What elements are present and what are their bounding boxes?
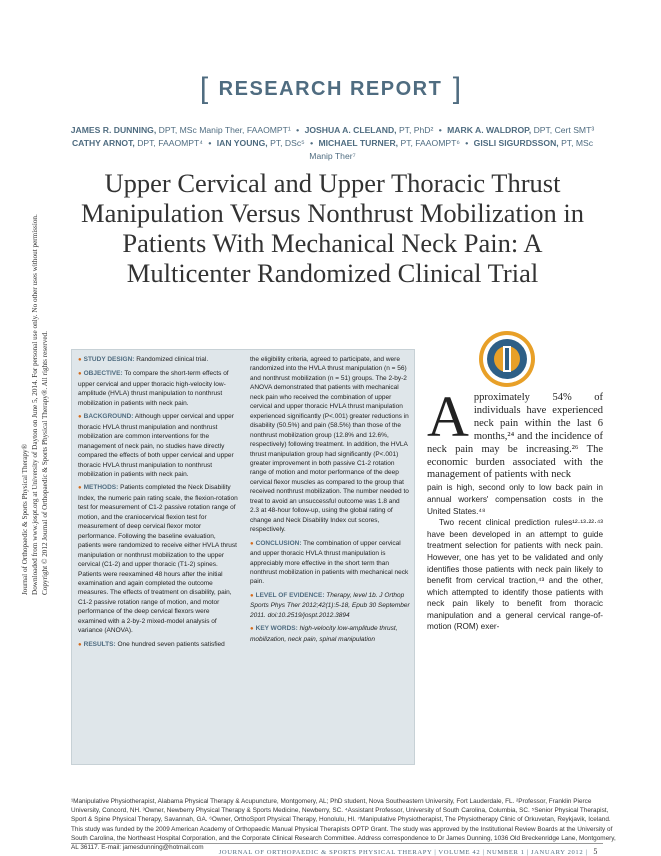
- author-credentials: PT, DSc⁵: [270, 138, 305, 148]
- section-heading: OBJECTIVE:: [83, 370, 123, 378]
- author-credentials: PT, PhD²: [398, 125, 434, 135]
- section-text: One hundred seven patients satisfied: [115, 640, 225, 648]
- affiliation-footnotes: ¹Manipulative Physiotherapist, Alabama Physical Therapy & Acupuncture, Montgomery, AL; PhD student, Nova Southeastern University, Fort Lauderdale, FL. ²Professor, Franklin Pierce University, Concord, NH. ³Owner, Newberry Physical Therapy & Sports Medicine, Newberry, SC. ⁴Assistant Professor, University of South Carolina, Columbia, SC. ⁵Senior Physical Therapist, Sport & Spine Physical Therapy, Savannah, GA. ⁶Owner, OrthoSport Physical Therapy, Honolulu, HI. ⁷Manipulative Physiotherapist, The Physiotherapy Clinic of Orkuvetan, Reykjavik, Iceland. This study was funded by the 2009 American Academy of Orthopaedic Manual Physical Therapists OPTP Grant. The study was approved by the Institutional Review Boards at the University of South Carolina, the Northeast Hospital Corporation, and the Corporate Clinical Research Committee. Address correspondence to Dr James Dunning, 1036 Old Breckenridge Lane, Montgomery, AL 36117. E-mail: jamesdunning@hotmail.com: [71, 798, 616, 852]
- separator-dot-icon: •: [438, 125, 442, 135]
- section-text: To compare the short-term effects of upper cervical and upper thoracic high-velocity low-amplitude (HVLA) thrust manipulation to nonthrust mobilization in patients with neck pain.: [78, 370, 229, 407]
- bullet-icon: ●: [250, 540, 254, 547]
- bracket-left-icon: [: [199, 72, 209, 105]
- author-credentials: DPT, MSc Manip Ther, FAAOMPT¹: [158, 125, 291, 135]
- bracket-right-icon: ]: [452, 72, 462, 105]
- section-text: the eligibility criteria, agreed to participate, and were randomized into the HVLA thrust manipulation (n = 56) and nonthrust mobilization (n = 51) groups. The 2-by-2 ANOVA demonstrated that patients with mechanical neck pain who received the combination of upper cervical and upper thoracic HVLA thrust manipulation experienced significantly (P<.001) greater reductions in disability (50.5%) and pain (58.5%) than those of the nonthrust mobilization group (12.8% and 12.6%, respectively) following treatment. In addition, the HVLA thrust manipulation group had significantly (P<.001) greater improvement in both passive C1-2 rotation range of motion and motor performance of the deep cervical flexor muscles as compared to the group that received nonthrust mobilization. The number needed to treat to avoid an unsuccessful outcome was 1.8 and 2.3 at 48-hour follow-up, using the global rating of change and Neck Disability Index cut scores, respectively.: [250, 356, 409, 534]
- footer-journal: JOURNAL OF ORTHOPAEDIC & SPORTS PHYSICAL THERAPY | VOLUME 42 | NUMBER 1 | JANUARY 2012 |: [218, 849, 588, 856]
- section-heading: CONCLUSION:: [255, 539, 302, 547]
- abstract-results-cont: [250, 355, 410, 535]
- section-heading: KEY WORDS:: [255, 625, 298, 633]
- separator-dot-icon: •: [310, 138, 314, 148]
- section-text: Although upper cervical and upper thoracic HVLA thrust manipulation and nonthrust mobilization are common interventions for the management of neck pain, no studies have directly compared the effects of both upper cervical and upper thoracic HVLA thrust manipulation to nonthrust mobilization in patients with neck pain.: [78, 413, 234, 478]
- author-name: JAMES R. DUNNING,: [70, 125, 157, 135]
- author-line-1: [60, 124, 605, 137]
- section-heading: BACKGROUND:: [83, 413, 134, 421]
- author-name: GISLI SIGURDSSON,: [473, 138, 559, 148]
- abstract-box: [71, 349, 415, 765]
- journal-logo-icon: [478, 330, 536, 388]
- author-name: CATHY ARNOT,: [71, 138, 135, 148]
- notice-line: Journal of Orthopaedic & Sports Physical Therapy®: [21, 443, 29, 595]
- author-list: [60, 124, 605, 163]
- bullet-icon: ●: [78, 641, 82, 648]
- section-text: Therapy, level 1b. J Orthop Sports Phys Ther 2012;42(1):5-18, Epub 30 September 2011. doi:10.2519/jospt.2012.3894: [250, 591, 410, 619]
- section-heading: LEVEL OF EVIDENCE:: [255, 591, 325, 599]
- section-label: RESEARCH REPORT: [218, 77, 443, 100]
- author-credentials: PT, FAAOMPT⁶: [400, 138, 460, 148]
- section-text: The combination of upper cervical and upper thoracic HVLA thrust manipulation is appreciably more effective in the short term than nonthrust mobilization in patients with mechanical neck pain.: [250, 539, 409, 586]
- abstract-objective: [78, 369, 238, 408]
- bullet-icon: ●: [78, 357, 82, 363]
- intro-text: [427, 384, 603, 633]
- section-heading: RESULTS:: [83, 640, 116, 648]
- author-credentials: DPT, FAAOMPT⁴: [137, 138, 203, 148]
- author-credentials: DPT, Cert SMT³: [533, 125, 595, 135]
- abstract-results: [78, 640, 238, 650]
- section-header: [0, 72, 661, 106]
- bullet-icon: ●: [250, 592, 254, 599]
- abstract-methods: [78, 483, 238, 635]
- abstract-column-1: [78, 355, 238, 654]
- abstract-key-words: [250, 624, 410, 644]
- section-text: high-velocity low-amplitude thrust, mobilization, neck pain, spinal manipulation: [250, 625, 398, 643]
- page-footer: [0, 847, 598, 856]
- separator-dot-icon: •: [296, 125, 300, 135]
- author-line-2: [60, 137, 605, 163]
- intro-paragraph: pain is high, second only to low back pain in annual workers' compensation costs in the United States.⁴⁸: [427, 483, 603, 516]
- abstract-column-2: [250, 355, 410, 648]
- bullet-icon: ●: [78, 414, 82, 421]
- section-text: Randomized clinical trial.: [134, 356, 209, 363]
- author-credentials: PT, MSc Manip Ther⁷: [309, 138, 594, 161]
- bullet-icon: ●: [78, 371, 82, 378]
- article-title: Upper Cervical and Upper Thoracic Thrust Manipulation Versus Nonthrust Mobilization in Patients With Mechanical Neck Pain: A Multicenter Randomized Clinical Trial: [81, 168, 584, 288]
- intro-paragraph: Two recent clinical prediction rules¹²·¹³·²²·⁴³ have been developed in an attempt to guide treatment selection for patients with neck pain. However, one has yet to be validated and only identifies those patients with neck pain likely to benefit from cervical traction,⁴³ and the other, which attempted to identify those patients with neck pain likely to benefit from thoracic manipulation and a general cervical range-of-motion (ROM) exer-: [427, 518, 603, 632]
- abstract-conclusion: [250, 539, 410, 587]
- abstract-background: [78, 412, 238, 479]
- author-name: JOSHUA A. CLELAND,: [304, 125, 397, 135]
- notice-line: Downloaded from www.jospt.org at University of Dayton on June 5, 2014. For personal use only. No other uses without permission.: [31, 214, 39, 595]
- page-number: 5: [593, 847, 598, 856]
- author-name: MICHAEL TURNER,: [318, 138, 399, 148]
- logo-bar-core: [505, 348, 509, 370]
- bullet-icon: ●: [78, 485, 82, 492]
- section-heading: STUDY DESIGN:: [83, 356, 135, 363]
- intro-lead-paragraph: [427, 384, 603, 482]
- separator-dot-icon: •: [465, 138, 469, 148]
- footer-divider: [71, 843, 603, 844]
- lead-text: pproximately 54% of individuals have experienced neck pain within the last 6 months,²⁴ and the incidence of neck pain may be increasing.²⁶ The economic burden associated with the management of patients with neck: [427, 392, 603, 481]
- separator-dot-icon: •: [208, 138, 212, 148]
- abstract-level-of-evidence: [250, 591, 410, 620]
- notice-line: Copyright © 2012 Journal of Orthopaedic & Sports Physical Therapy®. All rights reserved.: [41, 331, 49, 595]
- author-name: IAN YOUNG,: [216, 138, 268, 148]
- section-heading: METHODS:: [83, 484, 119, 492]
- author-name: MARK A. WALDROP,: [447, 125, 532, 135]
- abstract-study-design: [78, 355, 238, 365]
- drop-cap: A: [427, 384, 469, 449]
- bullet-icon: ●: [250, 626, 254, 633]
- section-text: Patients completed the Neck Disability Index, the numeric pain rating scale, the flexion-rotation test for measurement of C1-2 passive rotation range of motion, and the craniocervical flexion test for measurement of deep cervical flexor motor performance. Following the baseline evaluation, patients were randomized to receive either HVLA thrust manipulation or nonthrust mobilization to the upper cervical (C1-2) and upper thoracic (T1-2) spines. Patients were reexamined 48 hours after the initial examination and again completed the outcome measures. The effects of treatment on disability, pain, C1-2 passive rotation range of motion, and motor performance of the deep cervical flexors were examined with a 2-by-2 mixed-model analysis of variance (ANOVA).: [78, 484, 238, 635]
